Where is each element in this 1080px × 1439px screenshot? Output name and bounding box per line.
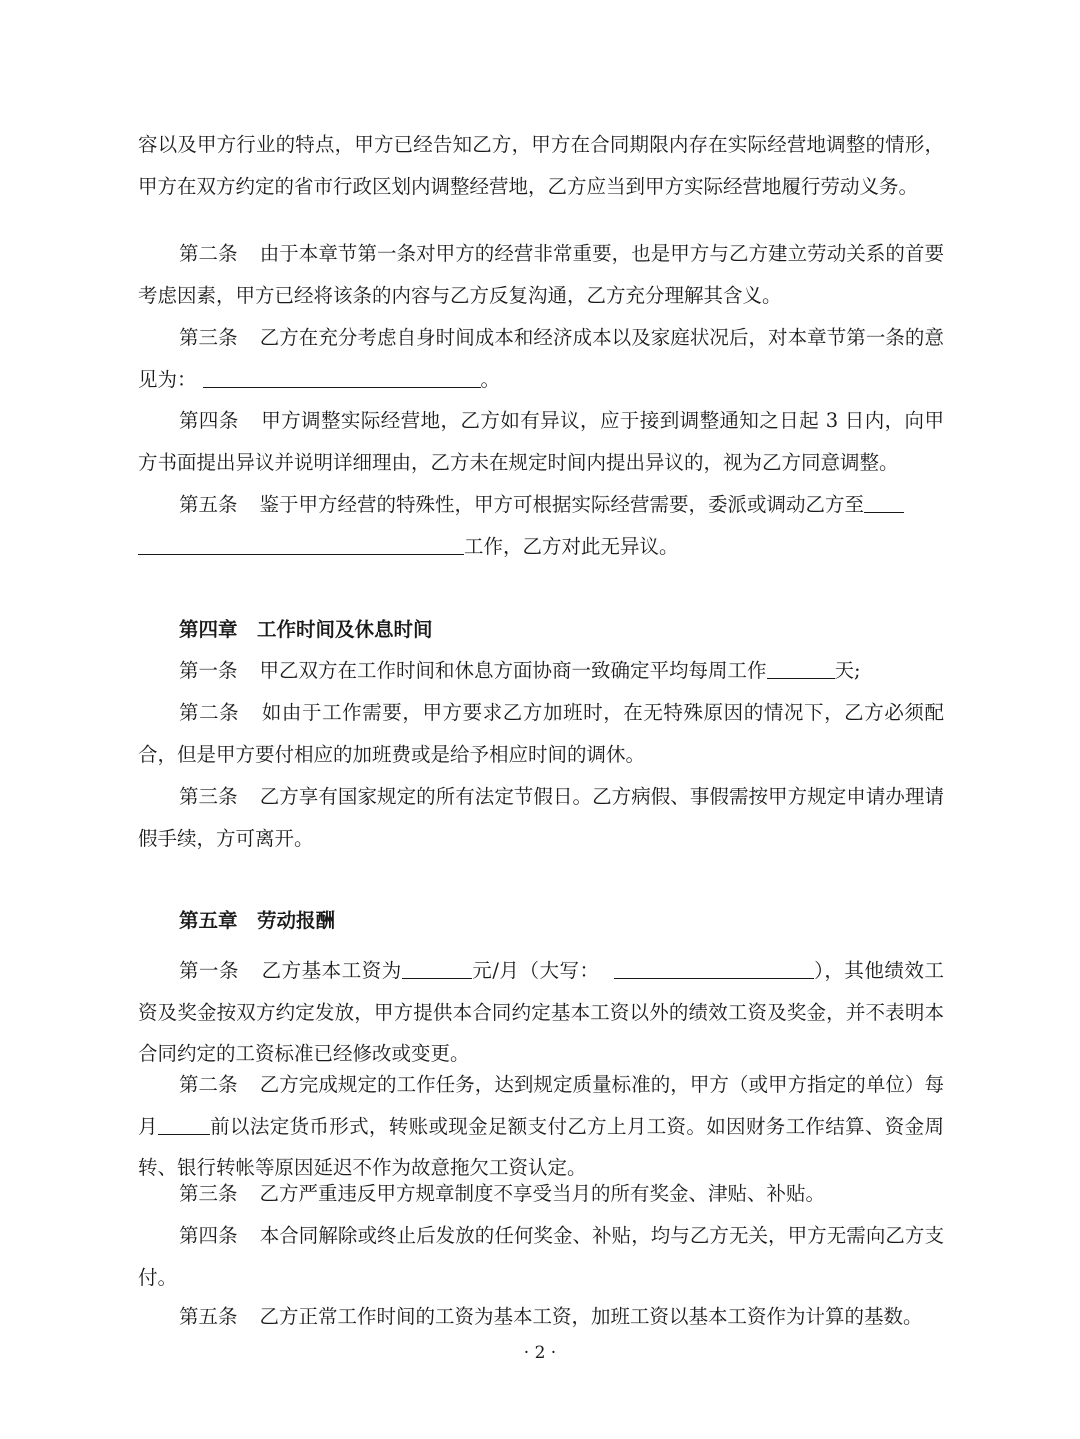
article-label: 第一条 xyxy=(179,959,240,982)
article-label: 第三条 xyxy=(179,326,238,349)
article-text: 鉴于甲方经营的特殊性，甲方可根据实际经营需要，委派或调动乙方至 xyxy=(259,493,865,516)
paragraph-text: 容以及甲方行业的特点，甲方已经告知乙方，甲方在合同期限内存在实际经营地调整的情形，甲方在双方约定的省市行政区划内调整经营地，乙方应当到甲方实际经营地履行劳动义务。 xyxy=(138,133,944,198)
article-text: 乙方完成规定的工作任务，达到规定质量标准的，甲方（或甲方指定的单位）每月 xyxy=(138,1073,944,1138)
article-label: 第三条 xyxy=(179,1182,238,1205)
chapter3-article4 xyxy=(138,400,944,483)
page-number: · 2 · xyxy=(523,1343,557,1363)
article-text: 甲方调整实际经营地，乙方如有异议，应于接到调整通知之日起 3 日内，向甲方书面提出异议并说明详细理由，乙方未在规定时间内提出异议的，视为乙方同意调整。 xyxy=(138,409,944,474)
article-label: 第一条 xyxy=(179,659,238,682)
paragraph-intro-continuation xyxy=(138,124,944,207)
opinion-blank-field[interactable] xyxy=(203,369,481,388)
article-text: 前以法定货币形式，转账或现金足额支付乙方上月工资。如因财务工作结算、资金周转、银行转帐等原因延迟不作为故意拖欠工资认定。 xyxy=(138,1114,944,1179)
article-text-end: 天; xyxy=(834,659,861,682)
chapter5-title: 第五章 劳动报酬 xyxy=(179,909,336,932)
chapter3-article2 xyxy=(138,233,944,316)
article-label: 第二条 xyxy=(179,1073,238,1096)
article-label: 第四条 xyxy=(179,1224,238,1247)
article-text: 乙方在充分考虑自身时间成本和经济成本以及家庭状况后，对本章节第一条的意见为： xyxy=(138,326,944,391)
salary-in-words-blank[interactable] xyxy=(614,960,814,979)
article-text: 本合同解除或终止后发放的任何奖金、补贴，均与乙方无关，甲方无需向乙方支付。 xyxy=(138,1224,944,1289)
assignment-location-blank-1[interactable] xyxy=(864,494,904,513)
chapter5-article5 xyxy=(138,1296,944,1338)
workdays-per-week-blank[interactable] xyxy=(767,660,835,679)
chapter4-article3 xyxy=(138,776,944,859)
article-label: 第五条 xyxy=(179,493,238,516)
article-text: 由于本章节第一条对甲方的经营非常重要，也是甲方与乙方建立劳动关系的首要考虑因素，甲方已经将该条的内容与乙方反复沟通，乙方充分理解其含义。 xyxy=(138,242,944,307)
chapter4-article2 xyxy=(138,692,944,775)
article-text-end: 。 xyxy=(480,367,501,391)
article-text-end: 工作，乙方对此无异议。 xyxy=(464,534,679,558)
article-label: 第三条 xyxy=(179,785,238,808)
payday-blank[interactable] xyxy=(158,1116,210,1135)
chapter3-article3 xyxy=(138,317,944,400)
article-text: 甲乙双方在工作时间和休息方面协商一致确定平均每周工作 xyxy=(259,659,767,682)
article-text: ），其他绩效工资及奖金按双方约定发放，甲方提供本合同约定基本工资以外的绩效工资及奖金，并不表明本合同约定的工资标准已经修改或变更。 xyxy=(138,959,944,1065)
article-label: 第二条 xyxy=(179,701,240,724)
article-text: 如由于工作需要，甲方要求乙方加班时，在无特殊原因的情况下，乙方必须配合，但是甲方要付相应的加班费或是给予相应时间的调休。 xyxy=(138,701,944,766)
base-salary-blank[interactable] xyxy=(402,960,472,979)
assignment-location-blank-2[interactable] xyxy=(138,536,464,555)
chapter5-article3 xyxy=(138,1173,944,1215)
article-text: 乙方严重违反甲方规章制度不享受当月的所有奖金、津贴、补贴。 xyxy=(259,1182,826,1205)
chapter4-title: 第四章 工作时间及休息时间 xyxy=(179,618,433,641)
article-label: 第二条 xyxy=(179,242,238,265)
article-label: 第五条 xyxy=(179,1305,238,1328)
chapter4-article1 xyxy=(138,650,944,692)
article-text: 乙方基本工资为 xyxy=(261,959,402,982)
chapter5-article1 xyxy=(138,950,944,1075)
article-label: 第四条 xyxy=(179,409,239,432)
chapter5-article2 xyxy=(138,1064,944,1189)
chapter3-article5 xyxy=(138,484,944,567)
article-text: 元/月（大写： xyxy=(471,959,600,982)
chapter5-article4 xyxy=(138,1215,944,1298)
article-text: 乙方享有国家规定的所有法定节假日。乙方病假、事假需按甲方规定申请办理请假手续，方可离开。 xyxy=(138,785,944,850)
article-text: 乙方正常工作时间的工资为基本工资，加班工资以基本工资作为计算的基数。 xyxy=(259,1305,923,1328)
